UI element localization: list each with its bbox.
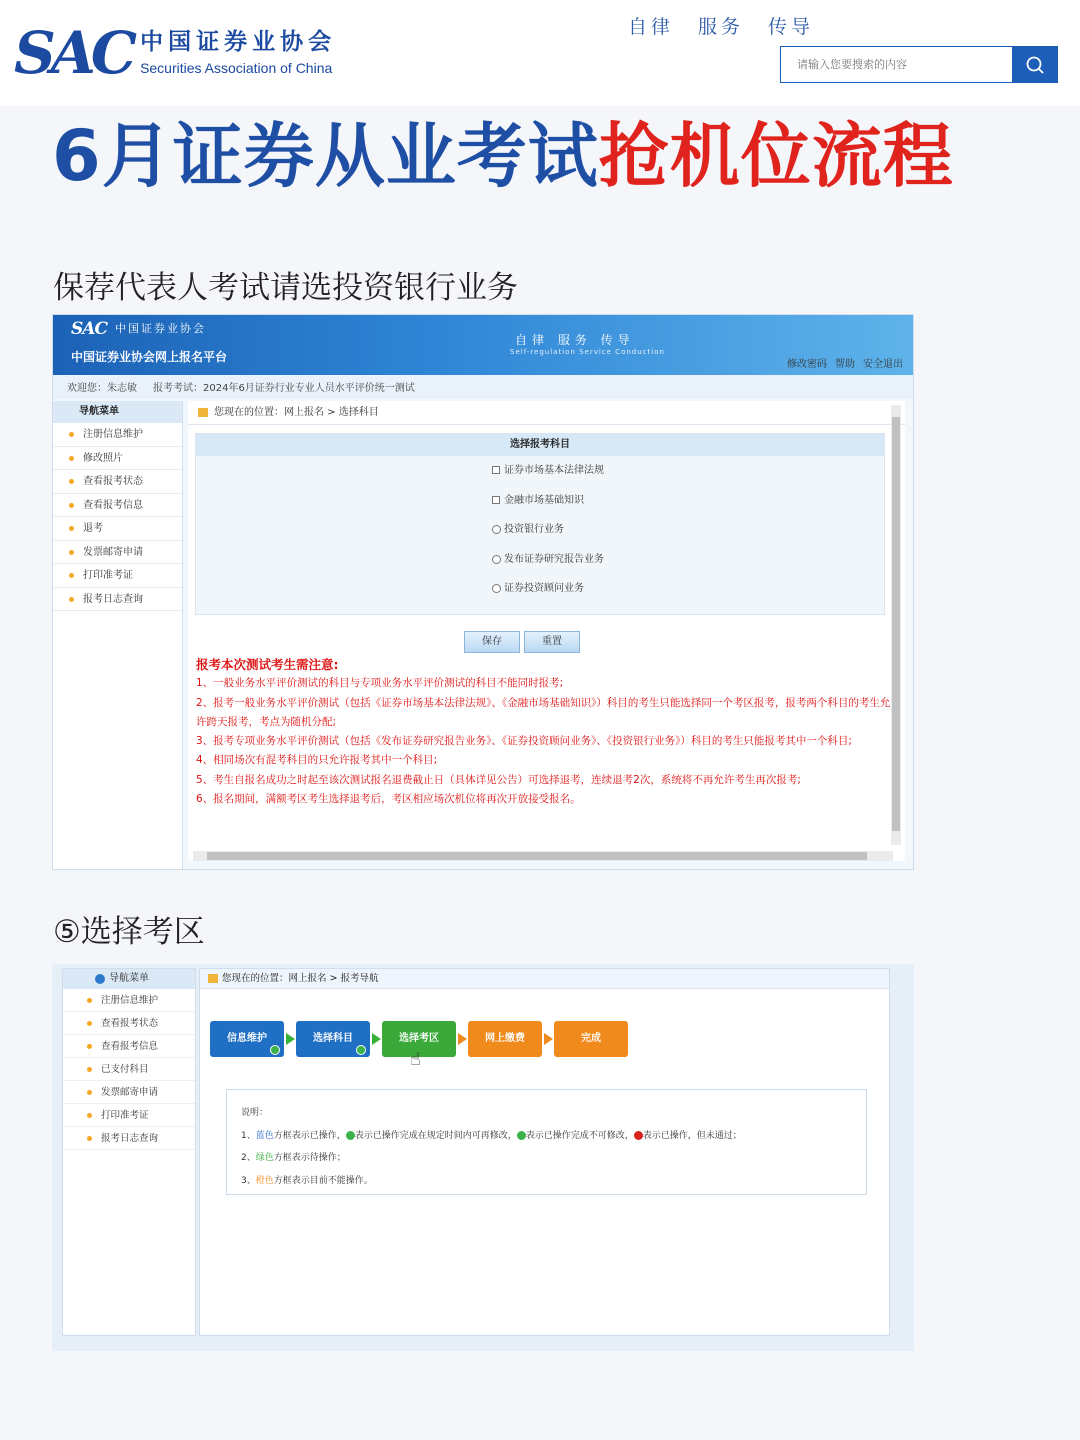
nav-menu — [62, 968, 196, 1336]
nav-item-label: 查看报考状态 — [101, 1018, 159, 1029]
bullet-icon — [69, 573, 74, 578]
nav-item[interactable] — [53, 517, 182, 541]
nav-item[interactable] — [53, 564, 182, 588]
help-link[interactable]: 帮助 — [835, 359, 855, 370]
section1-heading: 保荐代表人考试请选投资银行业务 — [53, 270, 518, 306]
checkbox-icon[interactable] — [492, 496, 500, 504]
form-buttons — [464, 631, 580, 653]
subject-form — [195, 433, 885, 615]
nav-item-label: 查看报考信息 — [83, 499, 143, 511]
bullet-icon — [87, 1044, 92, 1049]
nav-item-label: 报考日志查询 — [83, 593, 143, 605]
nav-item[interactable] — [53, 588, 182, 612]
platform-banner — [53, 315, 913, 375]
bullet-icon — [69, 432, 74, 437]
nav-item-label: 注册信息维护 — [101, 995, 159, 1006]
subject-checkbox[interactable]: 金融市场基础知识 — [196, 486, 884, 516]
nav-menu-title: 导航菜单 — [63, 969, 195, 989]
arrow-icon — [458, 1033, 467, 1045]
horizontal-scrollbar[interactable] — [193, 851, 893, 861]
notes-title: 报考本次测试考生需注意: — [196, 657, 339, 672]
save-button[interactable]: 保存 — [464, 631, 520, 653]
search-bar — [780, 46, 1058, 83]
nav-item[interactable] — [63, 1127, 195, 1150]
nav-item[interactable] — [53, 494, 182, 518]
banner-logo: SAC — [71, 319, 107, 339]
nav-item-label: 查看报考状态 — [83, 476, 143, 487]
note-line: 3、橙色方框表示目前不能操作。 — [241, 1175, 373, 1186]
banner-motto-en: Self-regulation Service Conduction — [510, 348, 665, 356]
subject-radio[interactable]: 投资银行业务 — [196, 515, 884, 545]
bullet-icon — [87, 1021, 92, 1026]
content-panel — [199, 968, 890, 1336]
reset-button[interactable]: 重置 — [524, 631, 580, 653]
logout-link[interactable]: 安全退出 — [863, 359, 903, 370]
nav-item-label: 打印准考证 — [83, 570, 133, 581]
banner-motto: 自律 服务 传导 — [515, 333, 635, 347]
bullet-icon — [87, 998, 92, 1003]
check-icon — [356, 1045, 366, 1055]
title-blue-part: 6月证券从业考试 — [52, 115, 599, 197]
bullet-icon — [87, 1090, 92, 1095]
exam-notes — [196, 655, 896, 809]
nav-item-label: 发票邮寄申请 — [83, 546, 143, 558]
checkbox-icon[interactable] — [492, 466, 500, 474]
radio-icon[interactable] — [492, 525, 501, 534]
note-line: 1、蓝色方框表示已操作， 表示已操作完成在规定时间内可再修改， 表示已操作完成不可修改， 表示已操作，但未通过； — [241, 1130, 742, 1141]
registration-screenshot-navigation — [52, 964, 914, 1351]
nav-item-label: 发票邮寄申请 — [101, 1087, 159, 1098]
step-payment[interactable]: 网上缴费 — [468, 1021, 542, 1057]
step-exam-area[interactable]: 选择考区 — [382, 1021, 456, 1057]
nav-item-label: 已支付科目 — [101, 1064, 149, 1075]
search-button[interactable] — [1012, 46, 1058, 83]
nav-item-label: 报考日志查询 — [101, 1133, 159, 1144]
site-header — [0, 0, 1080, 106]
logo-english-name: Securities Association of China — [140, 59, 333, 76]
nav-menu-title: 导航菜单 — [53, 401, 182, 423]
radio-icon[interactable] — [492, 555, 501, 564]
nav-item[interactable] — [53, 541, 182, 565]
bullet-icon — [87, 1113, 92, 1118]
content-panel — [188, 401, 905, 861]
step-info[interactable]: 信息维护 — [210, 1021, 284, 1057]
breadcrumb: 您现在的位置：网上报名 > 选择科目 — [188, 401, 905, 425]
green-check-icon — [346, 1131, 355, 1140]
home-icon — [208, 974, 218, 983]
nav-item[interactable] — [63, 1035, 195, 1058]
page-title — [52, 114, 954, 198]
bullet-icon — [69, 479, 74, 484]
nav-item[interactable] — [63, 1058, 195, 1081]
legend-note — [226, 1089, 867, 1195]
arrow-icon — [544, 1033, 553, 1045]
nav-item-label: 修改照片 — [83, 452, 123, 464]
search-input[interactable] — [780, 46, 1012, 83]
title-red-part: 抢机位流程 — [598, 115, 954, 197]
bullet-icon — [69, 526, 74, 531]
tool-links — [787, 355, 903, 370]
breadcrumb: 您现在的位置：网上报名 > 报考导航 — [200, 969, 889, 989]
slogan-item: 服务 — [698, 16, 745, 38]
nav-item[interactable] — [63, 1104, 195, 1127]
scroll-thumb[interactable] — [892, 417, 900, 831]
form-title: 选择报考科目 — [196, 434, 884, 456]
home-icon — [198, 408, 208, 417]
bullet-icon — [69, 456, 74, 461]
nav-item[interactable] — [53, 470, 182, 494]
bullet-icon — [69, 503, 74, 508]
welcome-bar — [67, 379, 415, 394]
nav-item-label: 退考 — [83, 523, 103, 534]
platform-name: 中国证券业协会网上报名平台 — [71, 350, 228, 364]
note-item: 3、报考专项业务水平评价测试（包括《发布证券研究报告业务》、《证券投资顾问业务》、《投资银行业务》）科目的考生只能报考其中一个科目; — [196, 735, 852, 748]
nav-item[interactable] — [63, 1012, 195, 1035]
green-lock-icon — [517, 1131, 526, 1140]
slogan — [628, 12, 814, 39]
banner-logo-cn: 中国证券业协会 — [115, 322, 206, 335]
note-line: 2、绿色方框表示待操作； — [241, 1153, 346, 1163]
bullet-icon — [69, 597, 74, 602]
arrow-icon — [372, 1033, 381, 1045]
note-item: 5、考生自报名成功之时起至该次测试报名退费截止日（具体详见公告）可选择退考，连续退考2次，系统将不再允许考生再次报考; — [196, 773, 801, 786]
radio-icon[interactable] — [492, 584, 501, 593]
logo-mark: SAC — [14, 19, 133, 87]
note-item: 1、一般业务水平评价测试的科目与专项业务水平评价测试的科目不能同时报考; — [196, 677, 564, 690]
change-password-link[interactable]: 修改密码 — [787, 359, 827, 370]
note-title: 说明： — [241, 1108, 269, 1118]
nav-item-label: 打印准考证 — [101, 1110, 149, 1121]
subject-checkbox[interactable]: 证券市场基本法律法规 — [196, 456, 884, 486]
slogan-item: 自律 — [628, 16, 675, 38]
scroll-thumb[interactable] — [207, 852, 867, 860]
bullet-icon — [87, 1136, 92, 1141]
nav-menu — [53, 401, 183, 870]
vertical-scrollbar[interactable] — [891, 405, 901, 845]
bullet-icon — [87, 1067, 92, 1072]
step-complete[interactable]: 完成 — [554, 1021, 628, 1057]
welcome-text: 欢迎您：朱志敏 — [67, 383, 137, 394]
nav-item[interactable] — [53, 423, 182, 447]
search-icon — [1025, 55, 1045, 75]
step-subject[interactable]: 选择科目 — [296, 1021, 370, 1057]
logo-chinese-name: 中国证券业协会 — [140, 29, 337, 56]
registration-screenshot-subject — [52, 314, 914, 870]
nav-item-label: 查看报考信息 — [101, 1041, 159, 1052]
nav-icon — [95, 974, 105, 984]
section2-heading: ⑤选择考区 — [53, 914, 205, 950]
bullet-icon — [69, 550, 74, 555]
note-item: 4、相同场次有混考科目的只允许报考其中一个科目; — [196, 754, 438, 767]
nav-item[interactable] — [63, 989, 195, 1012]
check-icon — [270, 1045, 280, 1055]
nav-item-label: 注册信息维护 — [83, 429, 143, 440]
exam-text: 报考考试：2024年6月证券行业专业人员水平评价统一测试 — [153, 383, 415, 394]
arrow-icon — [286, 1033, 295, 1045]
sac-logo[interactable] — [14, 19, 337, 87]
note-item: 6、报名期间，满额考区考生选择退考后，考区相应场次机位将再次开放接受报名。 — [196, 793, 581, 806]
nav-item[interactable] — [53, 447, 182, 471]
subject-radio[interactable]: 发布证券研究报告业务 — [196, 545, 884, 575]
note-item: 2、报考一般业务水平评价测试（包括《证券市场基本法律法规》、《金融市场基础知识》）科目的考生只能选择同一个考区报考，报考两个科目的考生允许跨天报考，考点为随机分配; — [196, 696, 891, 728]
red-alert-icon — [634, 1131, 643, 1140]
nav-item[interactable] — [63, 1081, 195, 1104]
subject-radio[interactable]: 证券投资顾问业务 — [196, 574, 884, 604]
hand-cursor-icon: ☝ — [410, 1049, 421, 1070]
slogan-item: 传导 — [768, 16, 815, 38]
